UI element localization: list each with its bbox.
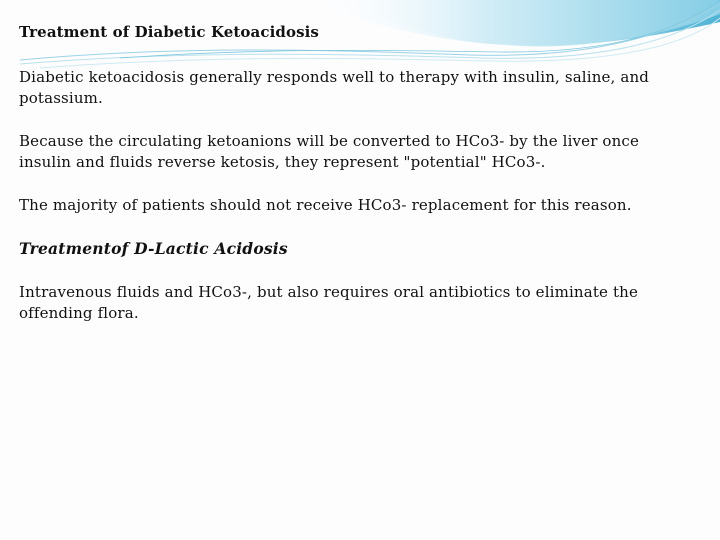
paragraph-intravenous-fluids: Intravenous fluids and HCo3-, but also requires oral antibiotics to eliminate the offending flora. bbox=[19, 283, 638, 322]
slide-content bbox=[19, 22, 679, 324]
paragraph-ketoanions: Because the circulating ketoanions will be converted to HCo3- by the liver once insulin and fluids reverse ketosis, they represent "potential" HCo3-. bbox=[19, 132, 640, 171]
paragraph-insulin-therapy: Diabetic ketoacidosis generally responds well to therapy with insulin, saline, and potassium. bbox=[19, 68, 650, 107]
subheading-lactic-acidosis: Treatmentof D-Lactic Acidosis bbox=[19, 239, 288, 258]
slide-title: Treatment of Diabetic Ketoacidosis bbox=[19, 23, 319, 41]
paragraph-hco3-replacement: The majority of patients should not receive HCo3- replacement for this reason. bbox=[19, 196, 632, 214]
